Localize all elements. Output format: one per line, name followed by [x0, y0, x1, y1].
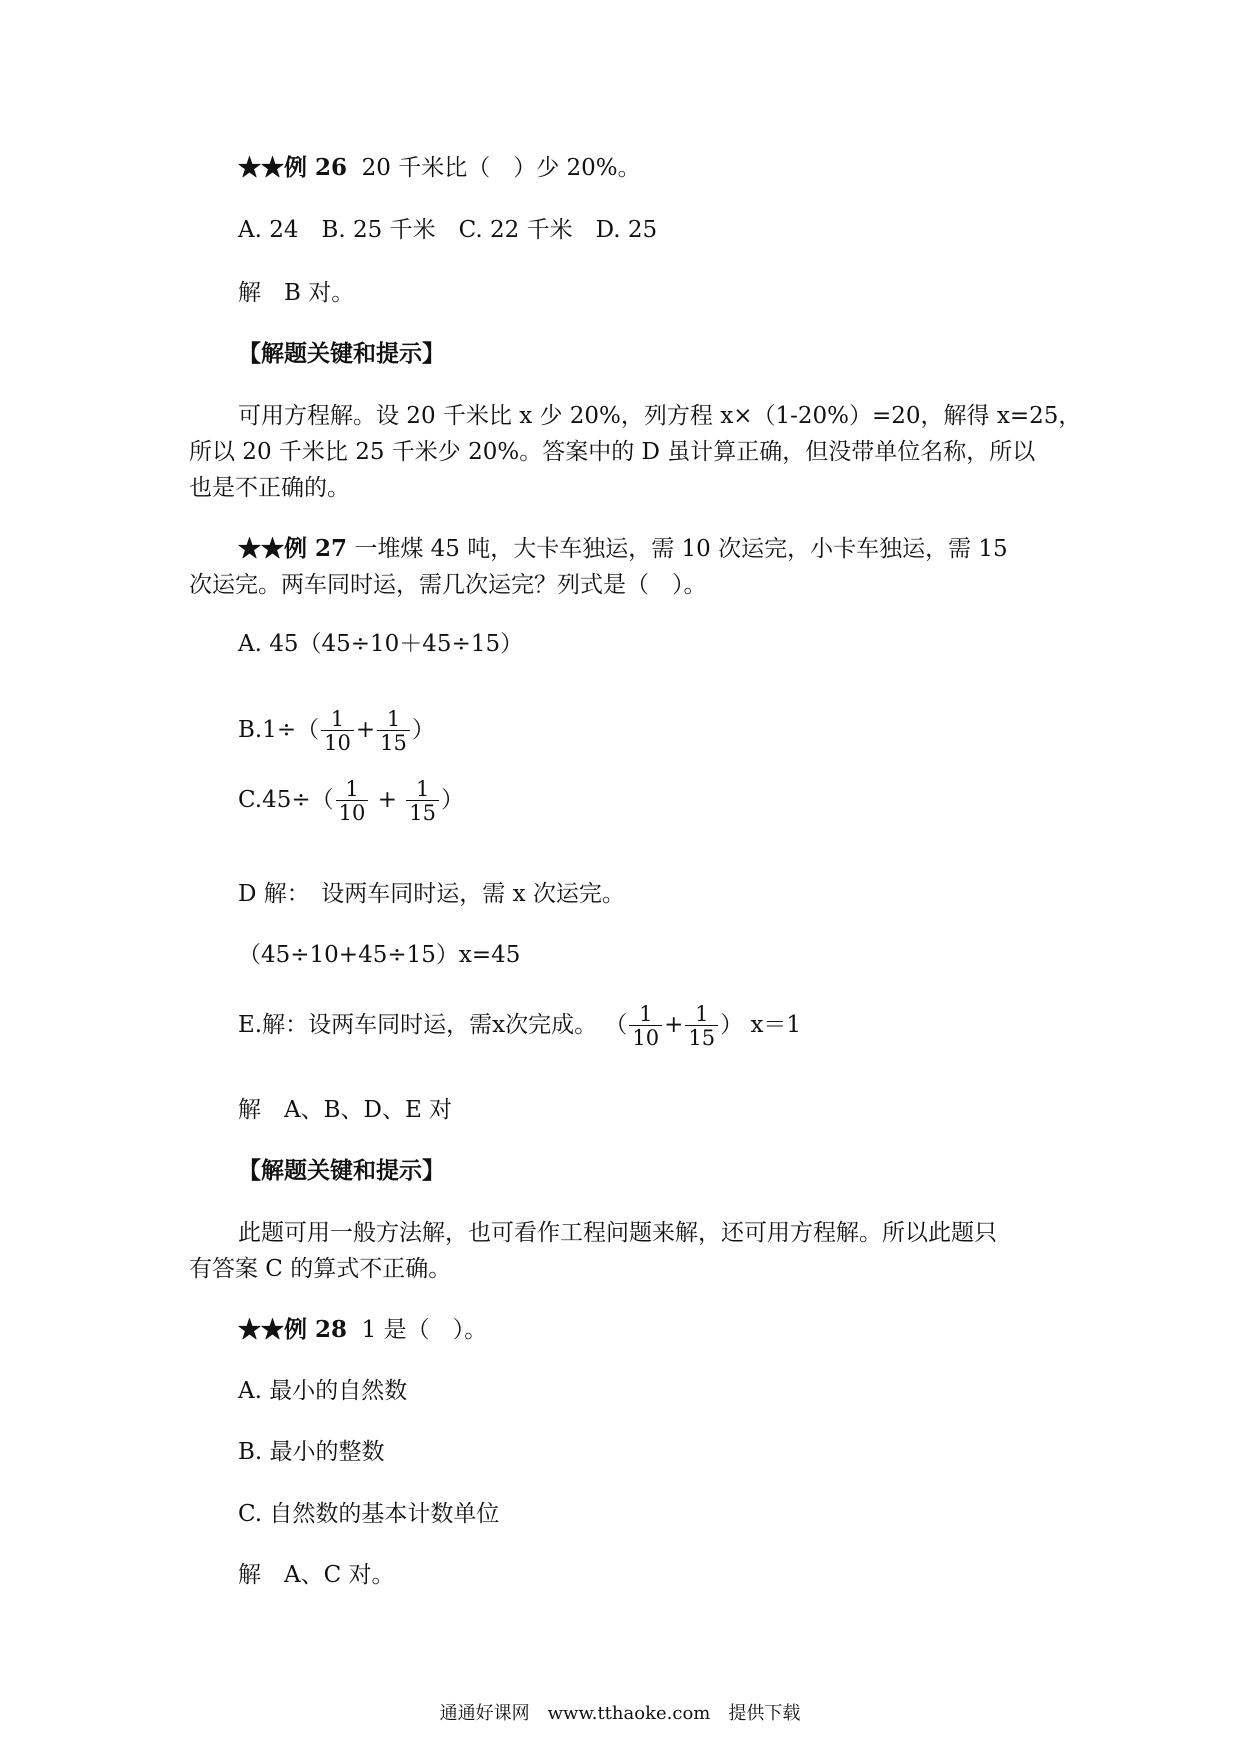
- ex27-option-e-suffix: x＝1: [750, 1012, 802, 1038]
- fraction-1-10: $\frac{1}{10}$: [629, 1003, 662, 1050]
- ex28-question-line: [238, 1312, 487, 1348]
- ex26-marker: ★★例 26: [238, 154, 348, 181]
- ex28-question: 1 是（ ）。: [361, 1317, 488, 1343]
- close-paren: ）: [720, 1012, 744, 1038]
- fraction-1-15: $\frac{1}{15}$: [377, 708, 410, 755]
- fraction-1-15: $\frac{1}{15}$: [685, 1003, 718, 1050]
- ex27-option-a: A. 45（45÷10＋45÷15）: [238, 631, 524, 657]
- ex27-option-b: [238, 700, 435, 760]
- ex26-hint-line2: 所以 20 千米比 25 千米少 20%。答案中的 D 虽计算正确，但没带单位名称，所以: [189, 439, 1036, 465]
- ex26-hint-line3: 也是不正确的。: [189, 475, 350, 501]
- plus-sign: +: [355, 717, 376, 743]
- fraction-1-10: $\frac{1}{10}$: [336, 778, 369, 825]
- ex27-question-line1: [238, 531, 1008, 567]
- ex28-option-b: B. 最小的整数: [238, 1439, 385, 1465]
- plus-sign: +: [664, 1012, 684, 1038]
- ex26-hint-line1: 可用方程解。设 20 千米比 x 少 20%，列方程 x×（1-20%）=20，解得 x=25，: [238, 403, 1082, 429]
- ex27-option-e: [238, 995, 801, 1055]
- ex28-answer: 解 A、C 对。: [238, 1562, 395, 1588]
- ex27-answer: 解 A、B、D、E 对: [238, 1097, 453, 1123]
- ex27-hint-line2: 有答案 C 的算式不正确。: [189, 1256, 452, 1282]
- ex28-option-c: C. 自然数的基本计数单位: [238, 1501, 500, 1527]
- fraction-1-10: $\frac{1}{10}$: [321, 708, 354, 755]
- ex27-option-c-prefix: C.45÷（: [238, 787, 334, 813]
- plus-sign: +: [377, 787, 397, 813]
- close-paren: ）: [441, 787, 465, 813]
- ex27-marker: ★★例 27: [238, 535, 348, 562]
- ex26-answer: 解 B 对。: [238, 280, 355, 306]
- ex27-question-line2: 次运完。两车同时运，需几次运完？列式是（ ）。: [189, 572, 707, 598]
- fraction-1-15: $\frac{1}{15}$: [406, 778, 439, 825]
- ex26-hint-title: 【解题关键和提示】: [238, 340, 445, 367]
- ex27-question: 一堆煤 45 吨，大卡车独运，需 10 次运完，小卡车独运，需 15: [354, 536, 1008, 562]
- ex27-option-e-prefix: E.解：设两车同时运，需x次完成。: [238, 1012, 598, 1038]
- ex27-hint-line1: 此题可用一般方法解，也可看作工程问题来解，还可用方程解。所以此题只: [238, 1220, 997, 1246]
- ex28-option-a: A. 最小的自然数: [238, 1378, 408, 1404]
- ex26-question: 20 千米比（ ）少 20%。: [361, 155, 641, 181]
- ex27-option-d-line1: D 解： 设两车同时运，需 x 次运完。: [238, 881, 625, 907]
- ex27-hint-title: 【解题关键和提示】: [238, 1157, 445, 1184]
- open-paren: （: [604, 1012, 628, 1038]
- close-paren: ）: [411, 717, 435, 743]
- page-footer: 通通好课网 www.tthaoke.com 提供下载: [439, 1703, 801, 1724]
- ex27-option-d-line2: （45÷10+45÷15）x=45: [238, 942, 521, 968]
- ex26-question-line: [238, 150, 641, 186]
- ex27-option-c: [238, 770, 464, 830]
- ex28-marker: ★★例 28: [238, 1316, 348, 1343]
- ex26-options: A. 24 B. 25 千米 C. 22 千米 D. 25: [238, 217, 658, 243]
- ex27-option-b-prefix: B.1÷（: [238, 717, 320, 743]
